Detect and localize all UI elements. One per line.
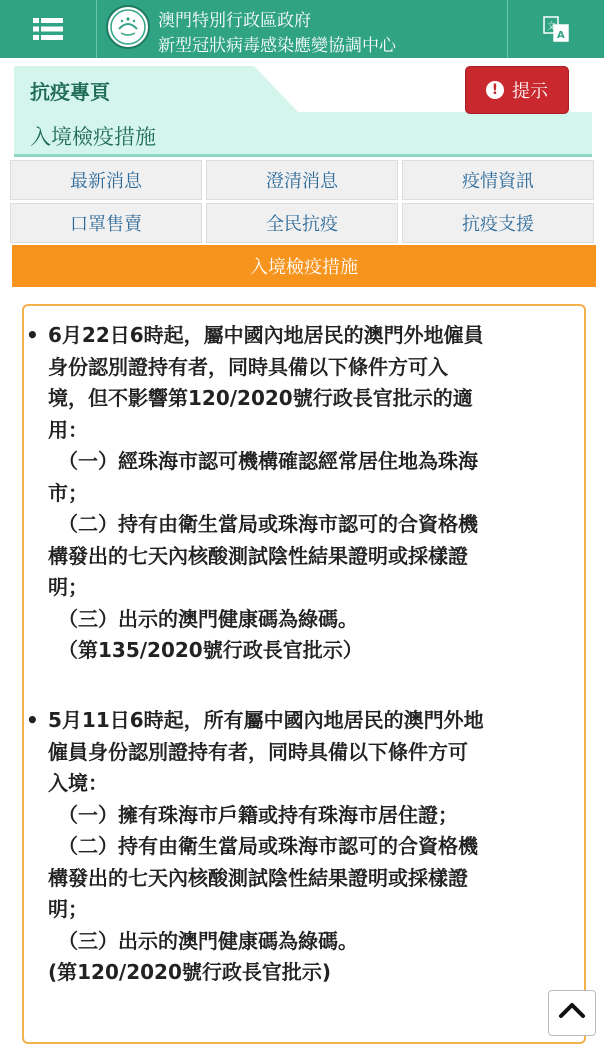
tab-all-people[interactable]: 全民抗疫 [206,203,398,243]
svg-text:A: A [557,30,565,41]
notice-line: （二）持有由衛生當局或珠海市認可的合資格機 [58,512,478,536]
hamburger-menu-icon [33,17,63,41]
app-header [0,0,604,58]
tab-latest-news[interactable]: 最新消息 [10,160,202,200]
header-title-line2: 新型冠狀病毒感染應變協調中心 [158,36,396,56]
notice-item-2 [26,705,568,989]
notice-line: 5月11日6時起，所有屬中國內地居民的澳門外地 [48,708,484,732]
notice-line: (第120/2020號行政長官批示) [48,960,331,984]
page-title: 入境檢疫措施 [30,125,156,149]
tab-support[interactable]: 抗疫支援 [402,203,594,243]
notice-line: 構發出的七天內核酸測試陰性結果證明或採樣證 [48,865,468,890]
bullet-icon: • [26,323,39,347]
hint-button-label: 提示 [512,81,548,102]
notice-line: 入境： [48,771,108,795]
notice-line: （三）出示的澳門健康碼為綠碼。 [58,928,358,953]
tab-mask-sales[interactable]: 口罩售賣 [10,203,202,243]
language-translate-icon [543,16,569,42]
notice-line: （第135/2020號行政長官批示） [58,638,363,662]
notice-line: 明； [48,897,88,921]
breadcrumb-section[interactable]: 抗疫專頁 [30,80,110,104]
language-button[interactable] [507,0,604,58]
notice-line: （三）出示的澳門健康碼為綠碼。 [58,606,358,631]
tab-entry-quarantine[interactable]: 入境檢疫措施 [12,245,596,287]
svg-text:文: 文 [547,22,557,32]
notice-line: 境，但不影響第120/2020號行政長官批示的適 [48,386,473,410]
hint-button[interactable] [465,66,569,114]
macao-emblem-icon [106,5,150,49]
notice-item-1 [26,320,568,667]
notice-line: 6月22日6時起，屬中國內地居民的澳門外地僱員 [48,323,484,347]
menu-button[interactable] [0,0,97,58]
tab-clarification[interactable]: 澄清消息 [206,160,398,200]
notice-line: 明； [48,575,88,599]
bullet-icon: • [26,708,39,732]
notice-line: 構發出的七天內核酸測試陰性結果證明或採樣證 [48,543,468,568]
notice-line: 身份認別證持有者，同時具備以下條件方可入 [48,354,448,379]
notice-line: （一）擁有珠海市戶籍或持有珠海市居住證； [58,802,458,827]
exclamation-icon: ! [486,81,504,99]
tab-epidemic-info[interactable]: 疫情資訊 [402,160,594,200]
chevron-up-icon [558,999,586,1019]
scroll-top-button[interactable] [548,990,596,1036]
notice-line: （一）經珠海市認可機構確認經常居住地為珠海 [58,449,478,473]
notice-line: （二）持有由衛生當局或珠海市認可的合資格機 [58,834,478,858]
notice-line: 市； [48,480,88,505]
notice-line: 用： [48,417,88,442]
notice-line: 僱員身份認別證持有者，同時具備以下條件方可 [48,739,468,764]
header-title-line1: 澳門特別行政區政府 [158,11,311,31]
